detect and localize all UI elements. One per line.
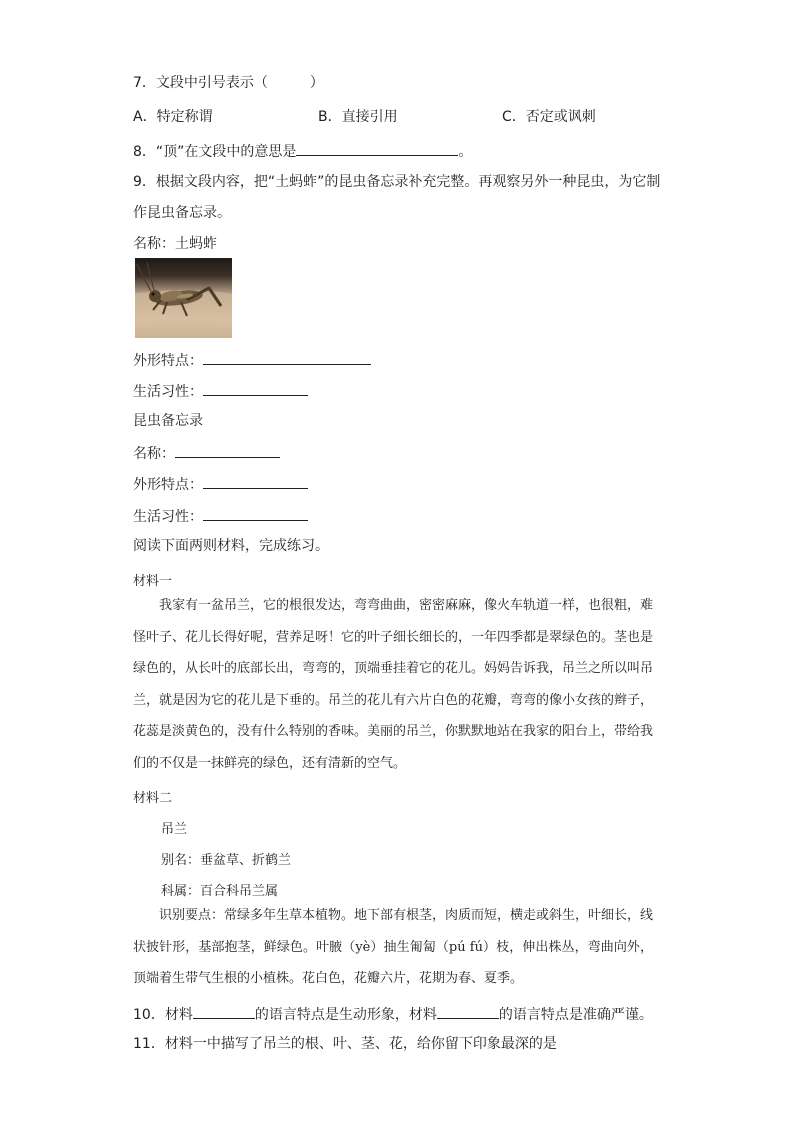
- memo-title: 昆虫备忘录: [133, 413, 203, 429]
- habit-answer-blank[interactable]: [203, 380, 308, 396]
- q10-blank-2[interactable]: [437, 1003, 499, 1019]
- reading-intro: 阅读下面两则材料，完成练习。: [133, 538, 329, 554]
- memo-name-row: [133, 442, 280, 464]
- habit-label: 生活习性：: [133, 384, 203, 400]
- memo-shape-label: 外形特点：: [133, 477, 203, 493]
- material-2-body: [133, 900, 653, 995]
- material-2-title: 吊兰: [161, 822, 188, 837]
- memo-habit-row: [133, 505, 308, 527]
- grasshopper-shape-row: [133, 349, 371, 371]
- material-2-label: 材料二: [133, 791, 173, 806]
- q10-blank-1[interactable]: [193, 1003, 255, 1019]
- material-1-body: [133, 590, 653, 779]
- material-2-alias: 别名：垂盆草、折鹤兰: [161, 853, 292, 868]
- memo-habit-blank[interactable]: [203, 505, 308, 521]
- q10-part-1: 10．材料: [133, 1007, 193, 1023]
- q8-answer-blank[interactable]: [296, 140, 458, 156]
- question-9-line1: 9．根据文段内容，把“土蚂蚱”的昆虫备忘录补充完整。再观察另外一种昆虫，为它制: [133, 174, 661, 190]
- q8-text-before: 8．“顶”在文段中的意思是: [133, 144, 297, 160]
- grasshopper-name-label: 名称：土蚂蚱: [133, 236, 217, 252]
- material-2-family: 科属：百合科吊兰属: [161, 884, 279, 899]
- q7-option-c: C．否定或讽刺: [502, 109, 596, 125]
- memo-name-label: 名称：: [133, 446, 175, 462]
- q8-text-after: 。: [458, 144, 473, 160]
- question-7-stem: 7．文段中引号表示（ ）: [133, 75, 324, 91]
- material-2-text: 识别要点：常绿多年生草本植物。地下部有根茎，肉质而短，横走或斜生，叶细长，线状披针形，基部抱茎，鲜绿色。叶腋（yè）抽生匍匐（pú fú）枝，伸出株丛，弯曲向外，顶端着生带气生根的小植株。花白色，花瓣六片，花期为春、夏季。: [133, 908, 654, 986]
- shape-label: 外形特点：: [133, 353, 203, 369]
- grasshopper-photo: [135, 258, 232, 338]
- question-8: [133, 140, 472, 162]
- material-1-label: 材料一: [133, 574, 173, 589]
- memo-habit-label: 生活习性：: [133, 509, 203, 525]
- q7-option-a: A．特定称谓: [133, 109, 213, 125]
- memo-shape-row: [133, 473, 308, 495]
- material-1-text: 我家有一盆吊兰，它的根很发达，弯弯曲曲，密密麻麻，像火车轨道一样，也很粗，难怪叶子、花儿长得好呢，营养足呀！它的叶子细长细长的，一年四季都是翠绿色的。茎也是绿色的，从长叶的底部长出，弯弯的，顶端垂挂着它的花儿。妈妈告诉我，吊兰之所以叫吊兰，就是因为它的花儿是下垂的。吊兰的花儿有六片白色的花瓣，弯弯的像小女孩的辫子，花蕊是淡黄色的，没有什么特别的香味。美丽的吊兰，你默默地站在我家的阳台上，带给我们的不仅是一抹鲜亮的绿色，还有清新的空气。: [133, 598, 654, 771]
- q7-option-b: B．直接引用: [318, 109, 398, 125]
- q10-part-3: 的语言特点是准确严谨。: [498, 1007, 653, 1023]
- shape-answer-blank[interactable]: [203, 349, 371, 365]
- memo-shape-blank[interactable]: [203, 473, 308, 489]
- grasshopper-icon: [135, 258, 232, 338]
- memo-name-blank[interactable]: [175, 442, 280, 458]
- question-11: 11．材料一中描写了吊兰的根、叶、茎、花，给你留下印象最深的是: [133, 1036, 557, 1052]
- grasshopper-habit-row: [133, 380, 308, 402]
- question-10: [133, 1003, 653, 1025]
- question-9-line2: 作昆虫备忘录。: [133, 205, 231, 221]
- q10-part-2: 的语言特点是生动形象，材料: [254, 1007, 437, 1023]
